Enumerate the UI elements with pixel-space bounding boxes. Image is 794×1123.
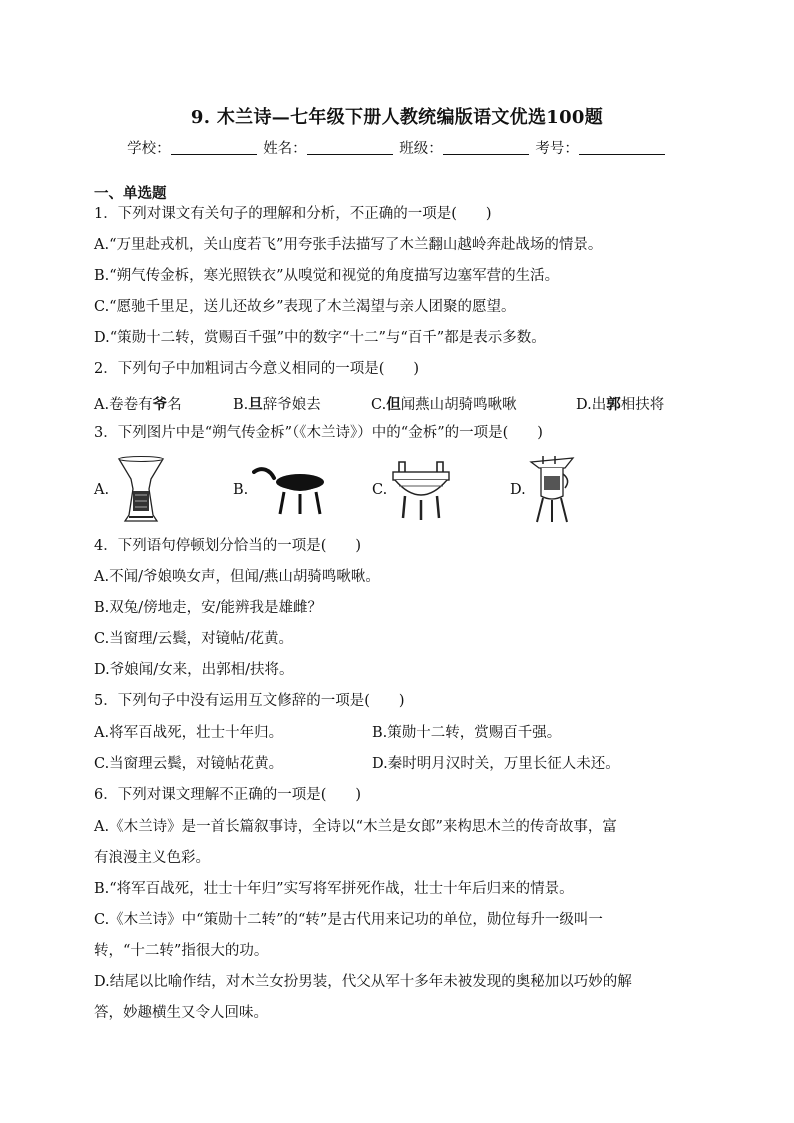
question-6-option-d: D.结尾以比喻作结，对木兰女扮男装，代父从军十多年未被发现的奥秘加以巧妙的解 [94,974,632,990]
school-field[interactable] [171,140,257,155]
question-3-stem: 3．下列图片中是“朔气传金柝”（《木兰诗》）中的“金柝”的一项是( ) [94,425,543,441]
question-4-option-a: A.不闻/爷娘唤女声，但闻/燕山胡骑鸣啾啾。 [94,569,380,585]
question-6-option-a: A.《木兰诗》是一首长篇叙事诗，全诗以“木兰是女郎”来构思木兰的传奇故事，富 [94,819,617,835]
question-3-label-b: B. [233,482,249,498]
name-field[interactable] [307,140,393,155]
question-6-option-c: C.《木兰诗》中“策勋十二转”的“转”是古代用来记功的单位，勋位每升一级叫一 [94,912,603,928]
question-6-stem: 6．下列对课文理解不正确的一项是( ) [94,787,362,803]
question-6-option-d-cont: 答，妙趣横生又令人回味。 [94,1005,268,1021]
section-heading: 一、单选题 [94,185,167,202]
question-6-option-b: B.“将军百战死，壮士十年归”实写将军拼死作战，壮士十年后归来的情景。 [94,881,574,897]
question-3-label-c: C. [372,482,388,498]
class-label: 班级： [399,141,443,157]
tripod-pot-image [389,460,453,540]
exam-number-label: 考号： [535,141,579,157]
exam-number-field[interactable] [579,140,665,155]
question-2-option-a: A.卷卷有爷名 [94,396,182,413]
question-3-label-d: D. [510,482,526,498]
class-field[interactable] [443,140,529,155]
pan-image [252,462,328,542]
question-2-option-c: C.但闻燕山胡骑鸣啾啾 [371,396,517,413]
question-5-option-b: B.策勋十二转，赏赐百千强。 [372,725,562,741]
question-2-stem: 2．下列句子中加粗词古今意义相同的一项是( ) [94,361,420,377]
question-4-option-d: D.爷娘闻/女来，出郭相/扶将。 [94,662,294,678]
question-1-option-c: C.“愿驰千里足，送儿还故乡”表现了木兰渴望与亲人团聚的愿望。 [94,299,516,315]
question-4-option-b: B.双兔/傍地走，安/能辨我是雄雌？ [94,600,323,616]
question-6-option-a-cont: 有浪漫主义色彩。 [94,850,210,866]
name-label: 姓名： [263,141,307,157]
question-5-option-c: C.当窗理云鬓，对镜帖花黄。 [94,756,284,772]
jue-vessel-image [527,454,577,534]
question-3-label-a: A. [94,482,110,498]
question-4-option-c: C.当窗理/云鬓，对镜帖/花黄。 [94,631,293,647]
vase-image [113,455,169,535]
question-1-option-d: D.“策勋十二转，赏赐百千强”中的数字“十二”与“百千”都是表示多数。 [94,330,546,346]
student-info-line [0,137,794,158]
question-1-option-a: A.“万里赴戎机，关山度若飞”用夸张手法描写了木兰翻山越岭奔赴战场的情景。 [94,237,603,253]
question-2-option-d: D.出郭相扶将 [576,396,665,413]
question-5-option-a: A.将军百战死，壮士十年归。 [94,725,284,741]
document-title: 9. 木兰诗—七年级下册人教统编版语文优选100题 [190,107,604,128]
question-6-option-c-cont: 转，“十二转”指很大的功。 [94,943,269,959]
question-5-stem: 5．下列句子中没有运用互文修辞的一项是( ) [94,693,405,709]
question-1-option-b: B.“朔气传金柝，寒光照铁衣”从嗅觉和视觉的角度描写边塞军营的生活。 [94,268,560,284]
question-5-option-d: D.秦时明月汉时关，万里长征人未还。 [372,756,620,772]
question-4-stem: 4．下列语句停顿划分恰当的一项是( ) [94,538,362,554]
school-label: 学校： [127,141,171,157]
question-1-stem: 1．下列对课文有关句子的理解和分析，不正确的一项是( ) [94,206,492,222]
question-2-option-b: B.旦辞爷娘去 [233,396,321,413]
